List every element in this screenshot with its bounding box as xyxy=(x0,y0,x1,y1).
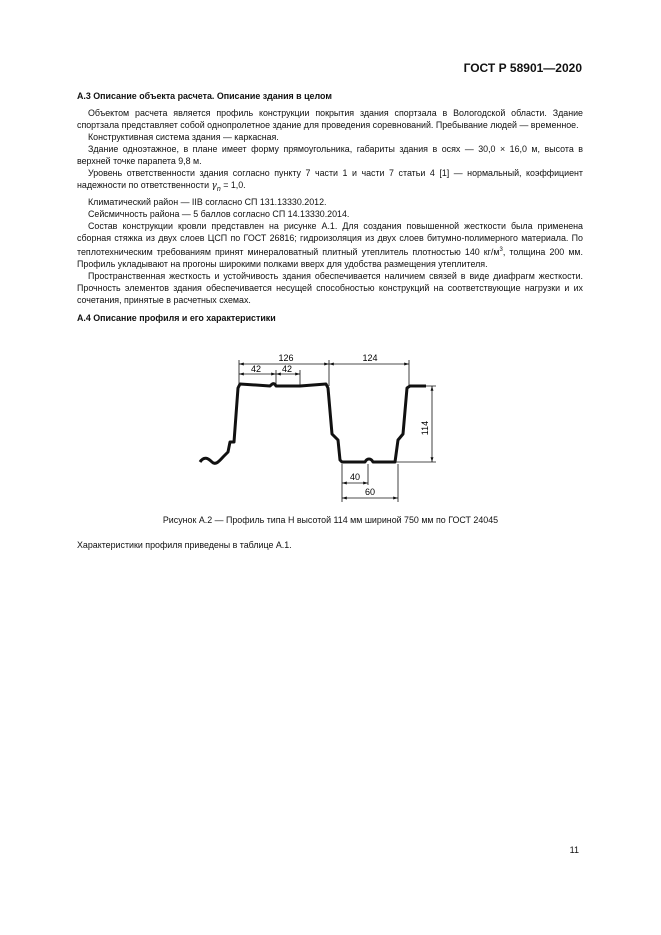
paragraph-structural-system: Конструктивная система здания — каркасная. xyxy=(88,132,279,142)
roof-text: Состав конструкции кровли представлен на рисунке А.1. Для создания повышенной жесткости была применена сборная стяжка из двух слоев ЦСП по ГОСТ 26816; гидроизоляция из двух слоев битумно-полимерного материала. По теплотехническим требованиям принят минераловатный плитный утеплитель плотностью 140 кг/м xyxy=(77,220,583,257)
dim-label-114: 114 xyxy=(420,420,430,436)
dim-label-126: 126 xyxy=(278,353,294,363)
paragraph-climate: Климатический район — IIВ согласно СП 131.13330.2012. xyxy=(88,196,327,207)
page-number: 11 xyxy=(569,845,579,855)
section-a3-title: А.3 Описание объекта расчета. Описание здания в целом xyxy=(77,91,332,101)
dim-label-40: 40 xyxy=(349,472,361,482)
paragraph-stiffness: Пространственная жесткость и устойчивость здания обеспечивается наличием связей в виде диафрагм жесткости. Прочность элементов здания обеспечивается несущей способностью конструкций на соответствующие нагрузки и их сочетания, принятые в расчетных схемах. xyxy=(77,270,583,305)
profile-outline xyxy=(200,384,426,464)
section-a4-title: А.4 Описание профиля и его характеристики xyxy=(77,312,276,323)
paragraph-seismic: Сейсмичность района — 5 баллов согласно СП 14.13330.2014. xyxy=(88,208,350,219)
gamma-symbol: γ xyxy=(211,181,217,191)
document-header: ГОСТ Р 58901—2020 xyxy=(463,61,582,75)
responsibility-value: = 1,0. xyxy=(220,180,246,190)
table-reference: Характеристики профиля приведены в таблице А.1. xyxy=(77,540,292,550)
paragraph-roof-composition xyxy=(77,220,583,270)
profile-drawing xyxy=(190,342,450,507)
dim-label-42-left: 42 xyxy=(250,364,262,374)
paragraph-object: Объектом расчета является профиль конструкции покрытия здания спортзала в Вологодской области. Здание спортзала представляет собой однопролетное здание для проведения соревнований. Пребывание людей — временное. xyxy=(77,108,583,130)
paragraph-dimensions: Здание одноэтажное, в плане имеет форму прямоугольника, габариты здания в осях — 30,0 × 16,0 м, высота в верхней точке парапета 9,8 м. xyxy=(77,144,583,166)
paragraph-responsibility xyxy=(77,167,583,196)
responsibility-text: Уровень ответственности здания согласно пункту 7 части 1 и части 7 статьи 4 [1] — нормальный, коэффициент надежности по ответственности xyxy=(77,168,583,190)
unit-superscript: 3 xyxy=(499,246,503,253)
dim-label-124: 124 xyxy=(362,353,378,363)
figure-caption: Рисунок А.2 — Профиль типа Н высотой 114 мм шириной 750 мм по ГОСТ 24045 xyxy=(162,515,499,525)
gamma-subscript: n xyxy=(216,185,221,193)
main-text xyxy=(77,90,583,324)
dim-label-60: 60 xyxy=(364,487,376,497)
roof-text-end: , толщина 200 мм. Профиль укладывают на прогоны широкими полками вверх для удобства размещения утеплителя. xyxy=(77,246,583,269)
dim-label-42-right: 42 xyxy=(281,364,293,374)
